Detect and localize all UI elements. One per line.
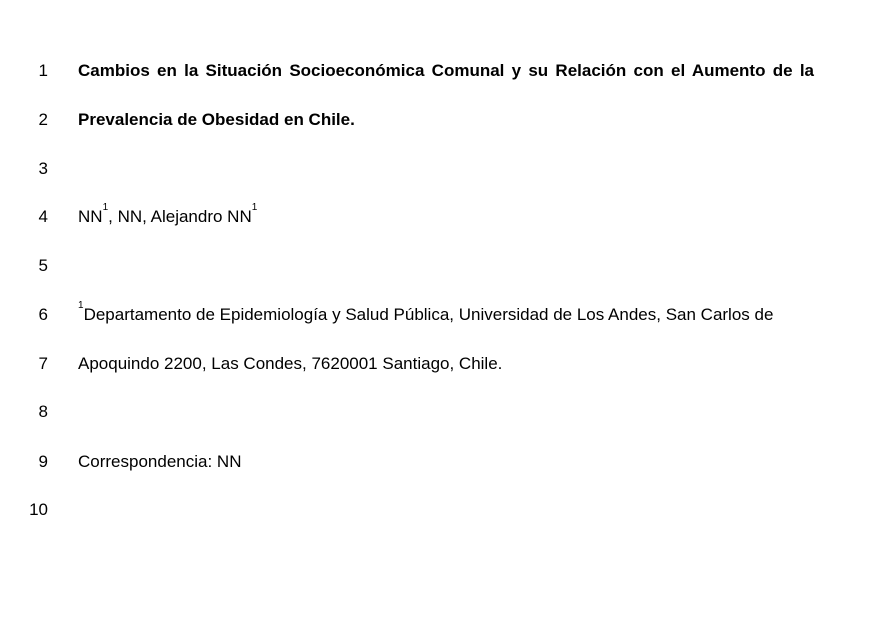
author-2-name: , NN, Alejandro NN — [108, 207, 252, 226]
affiliation-line-2: Apoquindo 2200, Las Condes, 7620001 Santiago, Chile. — [78, 354, 503, 373]
title-line-2: Prevalencia de Obesidad en Chile. — [78, 110, 355, 129]
line-number: 3 — [38, 159, 48, 178]
author-1-affiliation-mark: 1 — [102, 202, 109, 213]
line-7 — [0, 352, 886, 376]
author-1-name: NN — [78, 207, 103, 226]
line-1 — [0, 59, 886, 83]
line-5 — [0, 254, 886, 278]
line-number: 4 — [38, 207, 48, 226]
line-8 — [0, 400, 886, 424]
line-3 — [0, 157, 886, 181]
affiliation-mark: 1 — [78, 300, 84, 311]
author-2-affiliation-mark: 1 — [251, 202, 258, 213]
affiliation-line-1 — [78, 300, 814, 327]
correspondence-line: Correspondencia: NN — [78, 452, 242, 471]
line-number: 1 — [38, 61, 48, 80]
line-number: 7 — [38, 354, 48, 373]
line-9 — [0, 450, 886, 474]
line-number: 2 — [38, 110, 48, 129]
line-number: 8 — [38, 402, 48, 421]
line-4 — [0, 202, 886, 229]
affiliation-text-1: Departamento de Epidemiología y Salud Pública, Universidad de Los Andes, San Carlos de — [83, 305, 774, 324]
line-number: 6 — [38, 305, 48, 324]
line-10 — [0, 498, 886, 522]
line-number: 5 — [38, 256, 48, 275]
line-6 — [0, 300, 886, 327]
authors-line — [78, 202, 814, 229]
line-number: 10 — [29, 500, 48, 519]
line-number: 9 — [38, 452, 48, 471]
line-2 — [0, 108, 886, 132]
title-line-1: Cambios en la Situación Socioeconómica Comunal y su Relación con el Aumento de la — [78, 61, 814, 80]
